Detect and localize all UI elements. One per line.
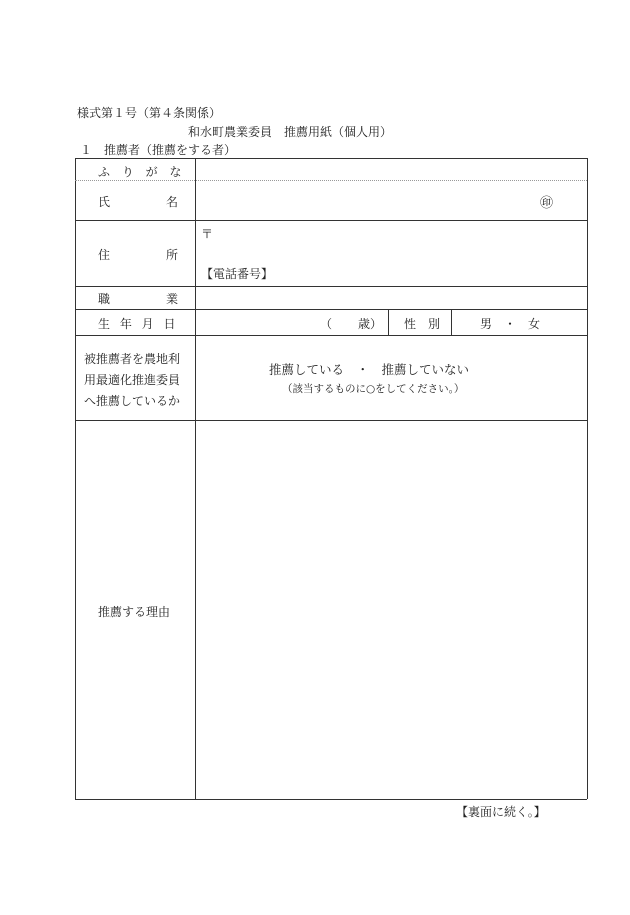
question-label-line1: 被推薦者を農地利 [84,352,181,366]
postal-mark: 〒 [201,227,214,241]
reason-field[interactable] [197,422,585,798]
name-field[interactable] [197,182,585,219]
age-open-paren: （ [320,317,333,331]
gender-options-divider [451,309,452,335]
continued-note: 【裏面に続く。】 [456,805,546,819]
row-divider-name [75,220,587,221]
reason-label: 推薦する理由 [98,605,171,619]
row-divider-address [75,286,587,287]
furigana-label: ふ り が な [98,165,186,179]
question-label-line3: へ推薦しているか [84,394,181,408]
table-border-right [587,158,588,799]
age-field[interactable] [338,311,358,334]
table-border-top [75,158,587,159]
table-border-left [75,158,76,799]
gender-options[interactable]: 男 ・ 女 [480,317,541,331]
occupation-field[interactable] [197,288,585,308]
phone-label: 【電話番号】 [201,267,274,281]
name-label-second: 名 [166,195,179,209]
question-label-line2: 用最適化推進委員 [84,373,181,387]
label-column-divider [195,158,196,799]
question-note: （該当するものに○をしてください。） [282,383,465,395]
name-label-first: 氏 [98,195,111,209]
address-label-second: 所 [166,248,179,262]
age-close-paren: 歳） [358,317,383,331]
section-heading: １ 推薦者（推薦をする者） [80,143,237,157]
furigana-field[interactable] [197,160,585,179]
row-divider-birth [75,335,587,336]
occupation-label-first: 職 [98,292,111,306]
form-title: 和水町農業委員 推薦用紙（個人用） [188,125,393,139]
form-number: 様式第１号（第４条関係） [77,106,222,120]
question-options[interactable]: 推薦している ・ 推薦していない [269,362,470,377]
address-label-first: 住 [98,248,111,262]
age-gender-divider [388,309,389,335]
row-divider-occupation [75,309,587,310]
table-border-bottom [75,799,587,800]
occupation-label-second: 業 [166,292,179,306]
furigana-divider [75,180,587,181]
birth-date-label: 生 年 月 日 [98,317,179,331]
gender-label: 性 別 [404,317,441,331]
row-divider-question [75,420,587,421]
birth-date-field[interactable] [197,311,317,334]
seal-mark: ㊞ [540,196,554,211]
